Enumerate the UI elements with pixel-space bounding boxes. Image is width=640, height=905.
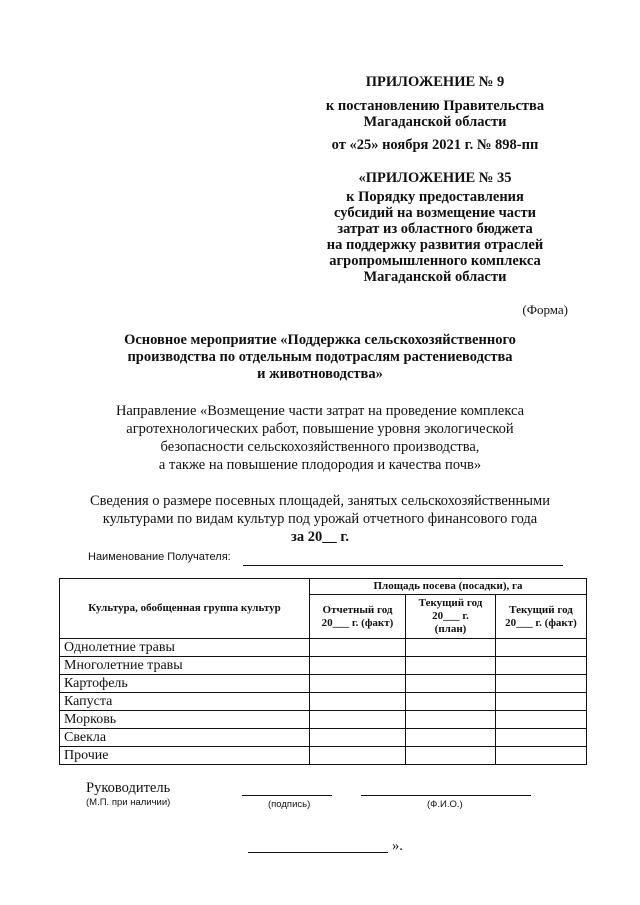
table-cell[interactable] [496,747,587,765]
table-cell[interactable] [406,693,496,711]
main-event-line: и животноводства» [257,366,383,382]
table-row [60,675,587,693]
direction-line: Направление «Возмещение части затрат на проведение комплекса [115,403,525,419]
appendix-35-line: к Порядку предоставления [346,189,524,205]
appendix-9-title: ПРИЛОЖЕНИЕ № 9 [365,74,505,90]
info-line: Сведения о размере посевных площадей, занятых сельскохозяйственными [90,493,550,509]
table-cell[interactable] [406,675,496,693]
table-row [60,657,587,675]
culture-name: Картофель [60,675,310,693]
appendix-35-header [300,170,570,285]
header-line: Текущий год [418,597,483,609]
main-event-title [80,332,560,383]
table-cell[interactable] [496,711,587,729]
header-line: 20___ г. [432,610,469,622]
culture-name: Многолетние травы [60,657,310,675]
header-line: 20___ г. (факт) [505,616,577,629]
header-line: Текущий год [509,603,573,616]
column-header-current-plan [406,595,496,639]
column-header-culture: Культура, обобщенная группа культур [60,579,310,639]
recipient-input-line[interactable] [243,565,563,566]
column-header-area-group: Площадь посева (посадки), га [310,579,587,595]
table-cell[interactable] [496,693,587,711]
appendix-9-line2: Магаданской области [363,114,507,130]
table-cell[interactable] [406,639,496,657]
table-cell[interactable] [310,657,406,675]
table-cell[interactable] [496,675,587,693]
signature-label: Руководитель [86,780,171,796]
form-label: (Форма) [522,302,568,317]
table-cell[interactable] [496,657,587,675]
info-text [70,492,570,546]
main-event-line: Основное мероприятие «Поддержка сельскохозяйственного [124,332,516,348]
table-cell[interactable] [406,747,496,765]
crop-area-table [59,578,587,765]
table-row [60,639,587,657]
table-row [60,747,587,765]
info-year-line: за 20__ г. [291,529,349,545]
culture-name: Свекла [60,729,310,747]
signature-caption: (подпись) [268,799,311,810]
appendix-9-line3: от «25» ноября 2021 г. № 898-пп [331,137,539,153]
closing-line [248,852,388,853]
table-cell[interactable] [310,675,406,693]
main-event-line: производства по отдельным подотраслям растениеводства [127,349,513,365]
appendix-9-line1: к постановлению Правительства [325,98,545,114]
column-header-reporting-year [310,595,406,639]
appendix-35-line: агропромышленного комплекса [329,253,541,269]
table-cell[interactable] [310,711,406,729]
appendix-35-title: «ПРИЛОЖЕНИЕ № 35 [358,170,512,186]
recipient-label: Наименование Получателя: [88,551,231,563]
appendix-35-line: затрат из областного бюджета [337,221,533,237]
culture-name: Капуста [60,693,310,711]
table-cell[interactable] [406,729,496,747]
table-cell[interactable] [310,729,406,747]
table-cell[interactable] [310,693,406,711]
table-row [60,711,587,729]
column-header-current-fact [496,595,587,639]
appendix-9-header [300,74,570,153]
table-cell[interactable] [310,747,406,765]
direction-line: а также на повышение плодородия и качества почв» [158,457,482,473]
appendix-35-line: субсидий на возмещение части [334,205,536,221]
table-cell[interactable] [496,729,587,747]
header-line: (план) [434,623,467,635]
table-cell[interactable] [310,639,406,657]
table-cell[interactable] [496,639,587,657]
info-line: культурами по видам культур под урожай отчетного финансового года [102,511,538,527]
full-name-line[interactable] [361,795,531,796]
table-cell[interactable] [406,657,496,675]
full-name-caption: (Ф.И.О.) [427,799,463,810]
appendix-35-line: Магаданской области [363,269,507,285]
closing-quote: ». [392,838,403,854]
culture-name: Морковь [60,711,310,729]
table-cell[interactable] [406,711,496,729]
table-row [60,729,587,747]
header-line: 20___ г. (факт) [321,616,394,629]
seal-note: (М.П. при наличии) [86,797,171,808]
header-line: Отчетный год [322,603,393,616]
culture-name: Прочие [60,747,310,765]
direction-text [80,402,560,474]
direction-line: агротехнологических работ, повышение уровня экологической [126,421,514,437]
direction-line: безопасности сельскохозяйственного производства, [160,439,480,455]
signature-line[interactable] [242,795,332,796]
table-row [60,693,587,711]
appendix-35-line: на поддержку развития отраслей [326,237,544,253]
culture-name: Однолетние травы [60,639,310,657]
